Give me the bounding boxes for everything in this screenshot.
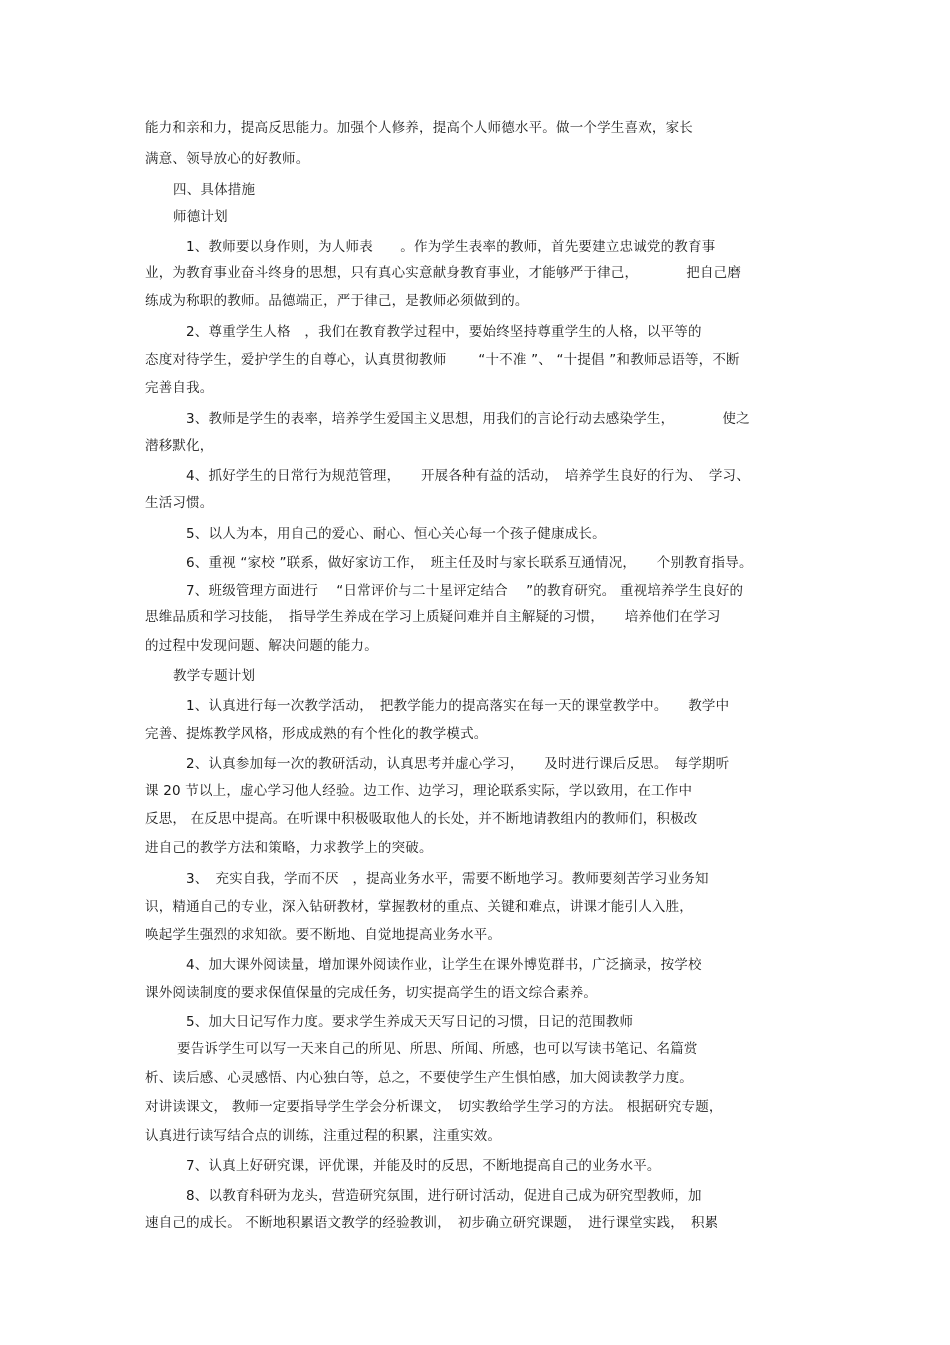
section-heading: 四、具体措施	[173, 182, 256, 198]
text-line: 速自己的成长。 不断地积累语文教学的经验教训， 初步确立研究课题， 进行课堂实践， 积累	[145, 1215, 719, 1231]
text-line: 思维品质和学习技能， 指导学生养成在学习上质疑问难并自主解疑的习惯， 培养他们在学习	[145, 609, 721, 625]
text-line: 业，为教育事业奋斗终身的思想，只有真心实意献身教育事业，才能够严于律己， 把自己磨	[145, 265, 742, 281]
text-line: 4、抓好学生的日常行为规范管理， 开展各种有益的活动， 培养学生良好的行为、 学习、	[186, 468, 750, 484]
text-line: 反思， 在反思中提高。在听课中积极吸取他人的长处，并不断地请教组内的教师们，积极改	[145, 811, 698, 827]
text-line: 对讲读课文， 教师一定要指导学生学会分析课文， 切实教给学生学习的方法。 根据研究专题，	[145, 1099, 723, 1115]
subsection-heading: 师德计划	[173, 209, 228, 225]
text-line: 1、教师要以身作则，为人师表 。作为学生表率的教师，首先要建立忠诚党的教育事	[186, 239, 716, 255]
text-line: 完善、提炼教学风格，形成成熟的有个性化的教学模式。	[145, 726, 488, 742]
text-line: 7、认真上好研究课，评优课，并能及时的反思，不断地提高自己的业务水平。	[186, 1158, 661, 1174]
text-line: 进自己的教学方法和策略，力求教学上的突破。	[145, 840, 433, 856]
text-line: 3、 充实自我，学而不厌 ，提高业务水平，需要不断地学习。教师要刻苦学习业务知	[186, 871, 709, 887]
text-line: 唤起学生强烈的求知欲。要不断地、自觉地提高业务水平。	[145, 927, 502, 943]
text-line: 完善自我。	[145, 380, 214, 396]
text-line: 课外阅读制度的要求保值保量的完成任务，切实提高学生的语文综合素养。	[145, 985, 598, 1001]
text-line: 2、尊重学生人格 ，我们在教育教学过程中，要始终坚持尊重学生的人格，以平等的	[186, 324, 702, 340]
subsection-heading: 教学专题计划	[173, 668, 256, 684]
text-line: 3、教师是学生的表率，培养学生爱国主义思想，用我们的言论行动去感染学生， 使之	[186, 411, 750, 427]
text-line: 1、认真进行每一次教学活动， 把教学能力的提高落实在每一天的课堂教学中。 教学中	[186, 698, 730, 714]
text-line: 认真进行读写结合点的训练，注重过程的积累，注重实效。	[145, 1128, 502, 1144]
text-line: 潜移默化，	[145, 438, 214, 454]
text-line: 要告诉学生可以写一天来自己的所见、所思、所闻、所感，也可以写读书笔记、名篇赏	[177, 1041, 698, 1057]
text-line: 的过程中发现问题、解决问题的能力。	[145, 638, 378, 654]
text-line: 6、重视 “家校 ”联系，做好家访工作， 班主任及时与家长联系互通情况， 个别教育指导。	[186, 555, 753, 571]
text-line: 析、读后感、心灵感悟、内心独白等，总之，不要使学生产生惧怕感，加大阅读教学力度。	[145, 1070, 693, 1086]
text-line: 2、认真参加每一次的教研活动，认真思考并虚心学习， 及时进行课后反思。 每学期听	[186, 756, 730, 772]
text-line: 4、加大课外阅读量，增加课外阅读作业，让学生在课外博览群书，广泛摘录，按学校	[186, 957, 702, 973]
text-line: 识，精通自己的专业，深入钻研教材，掌握教材的重点、关键和难点，讲课才能引人入胜，	[145, 899, 693, 915]
text-line: 生活习惯。	[145, 495, 214, 511]
text-line: 5、以人为本，用自己的爱心、耐心、恒心关心每一个孩子健康成长。	[186, 526, 606, 542]
text-line: 5、加大日记写作力度。要求学生养成天天写日记的习惯，日记的范围教师	[186, 1014, 634, 1030]
text-line: 态度对待学生，爱护学生的自尊心，认真贯彻教师 “十不准 ”、 “十提倡 ”和教师忌语等，不断	[145, 352, 740, 368]
text-line: 课 20 节以上，虚心学习他人经验。边工作、边学习，理论联系实际，学以致用，在工作中	[145, 783, 693, 799]
text-line: 8、以教育科研为龙头，营造研究氛围，进行研讨活动，促进自己成为研究型教师，加	[186, 1188, 702, 1204]
text-line: 7、班级管理方面进行 “日常评价与二十星评定结合 ”的教育研究。 重视培养学生良好的	[186, 583, 744, 599]
text-line: 满意、领导放心的好教师。	[145, 151, 310, 167]
text-line: 能力和亲和力，提高反思能力。加强个人修养，提高个人师德水平。做一个学生喜欢，家长	[145, 120, 693, 136]
text-line: 练成为称职的教师。品德端正，严于律己，是教师必须做到的。	[145, 293, 529, 309]
